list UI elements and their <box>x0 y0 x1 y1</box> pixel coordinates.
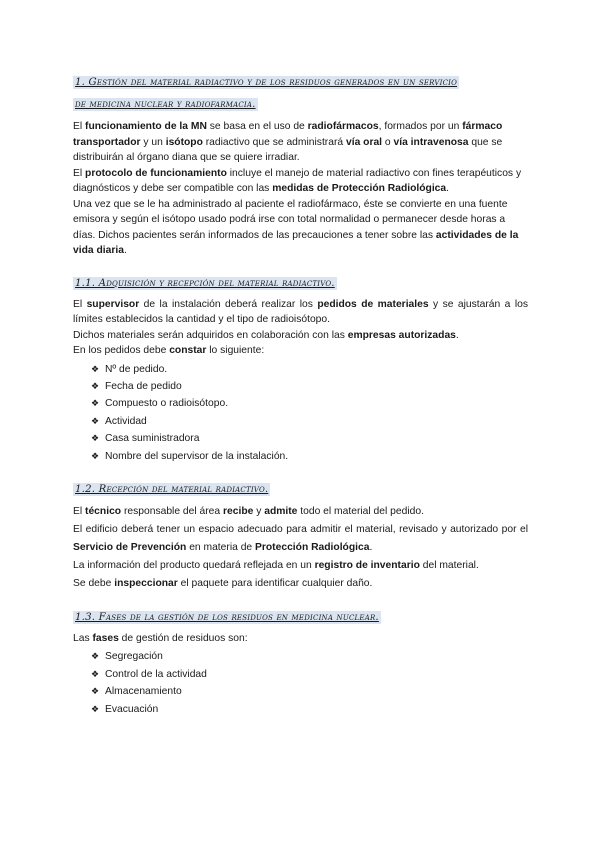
diamond-bullet-icon: ❖ <box>91 433 100 444</box>
section-1-2-heading <box>73 479 528 501</box>
list-item: ❖ Segregación <box>91 648 528 665</box>
section-1-1-title: 1.1. Adquisición y recepción del material radiactivo. <box>75 277 335 289</box>
list-item: ❖ Evacuación <box>91 701 528 718</box>
diamond-bullet-icon: ❖ <box>91 380 100 391</box>
list-item: ❖ Fecha de pedido <box>91 378 528 395</box>
list-item: ❖ Compuesto o radioisótopo. <box>91 395 528 412</box>
list-item: ❖ Nº de pedido. <box>91 361 528 378</box>
section-1-2-title: 1.2. Recepción del material radiactivo. <box>75 483 269 495</box>
section-1-1-list <box>91 361 528 465</box>
document-page <box>73 72 528 718</box>
diamond-bullet-icon: ❖ <box>91 703 100 714</box>
list-item: ❖ Nombre del supervisor de la instalación. <box>91 448 528 465</box>
section-1-2-paragraph-2: El edificio deberá tener un espacio adecuado para admitir el material, revisado y autorizado por el Servicio de Prevención en materia de Protección Radiológica. <box>73 523 528 553</box>
section-1-3-title: 1.3. Fases de la gestión de los residuos en medicina nuclear. <box>75 611 379 623</box>
section-1-2-paragraph-3: La información del producto quedará reflejada en un registro de inventario del material. <box>73 559 479 571</box>
list-item: ❖ Almacenamiento <box>91 683 528 700</box>
diamond-bullet-icon: ❖ <box>91 415 100 426</box>
list-item: ❖ Control de la actividad <box>91 666 528 683</box>
section-1-3-heading <box>73 607 528 629</box>
section-1-title-line1: 1. Gestión del material radiactivo y de los residuos generados en un servicio <box>75 77 458 88</box>
list-item: ❖ Actividad <box>91 413 528 430</box>
section-1-paragraph-1: El funcionamiento de la MN se basa en el uso de radiofármacos, formados por un fármaco transportador y un isótopo radiactivo que se administrará vía oral o vía intravenosa que se distribuirán al órgano diana que se quiere irradiar. <box>73 121 503 163</box>
section-1-3-list <box>91 648 528 718</box>
diamond-bullet-icon: ❖ <box>91 363 100 374</box>
section-1-1-paragraph-2: Dichos materiales serán adquiridos en colaboración con las empresas autorizadas. <box>73 329 459 341</box>
diamond-bullet-icon: ❖ <box>91 668 100 679</box>
section-1-1-heading <box>73 273 528 295</box>
section-1-3-paragraph-1: Las fases de gestión de residuos son: <box>73 632 248 644</box>
diamond-bullet-icon: ❖ <box>91 398 100 409</box>
section-1-paragraph-2: El protocolo de funcionamiento incluye el manejo de material radiactivo con fines terapéuticos y diagnósticos y debe ser compatible con las medidas de Protección Radiológica. <box>73 167 522 194</box>
diamond-bullet-icon: ❖ <box>91 651 100 662</box>
section-1-2-paragraph-4: Se debe inspeccionar el paquete para identificar cualquier daño. <box>73 577 373 589</box>
section-1-2-paragraph-1: El técnico responsable del área recibe y admite todo el material del pedido. <box>73 505 424 517</box>
list-item: ❖ Casa suministradora <box>91 430 528 447</box>
diamond-bullet-icon: ❖ <box>91 686 100 697</box>
section-1-heading <box>73 72 528 116</box>
section-1-title-line2: de medicina nuclear y radiofarmacia. <box>75 99 256 110</box>
section-1-1-paragraph-1: El supervisor de la instalación deberá realizar los pedidos de materiales y se ajustarán a los límites establecidos la cantidad y el tipo de radioisótopo. <box>73 298 528 325</box>
section-1-1-paragraph-3: En los pedidos debe constar lo siguiente: <box>73 345 265 356</box>
diamond-bullet-icon: ❖ <box>91 450 100 461</box>
section-1-paragraph-3: Una vez que se le ha administrado al paciente el radiofármaco, éste se convierte en una fuente emisora y según el isótopo usado podrá irse con total normalidad o permanecer desde horas a días. Dichos pacientes serán informados de las precauciones a tener sobre las actividades de la vida diaria. <box>73 198 519 256</box>
